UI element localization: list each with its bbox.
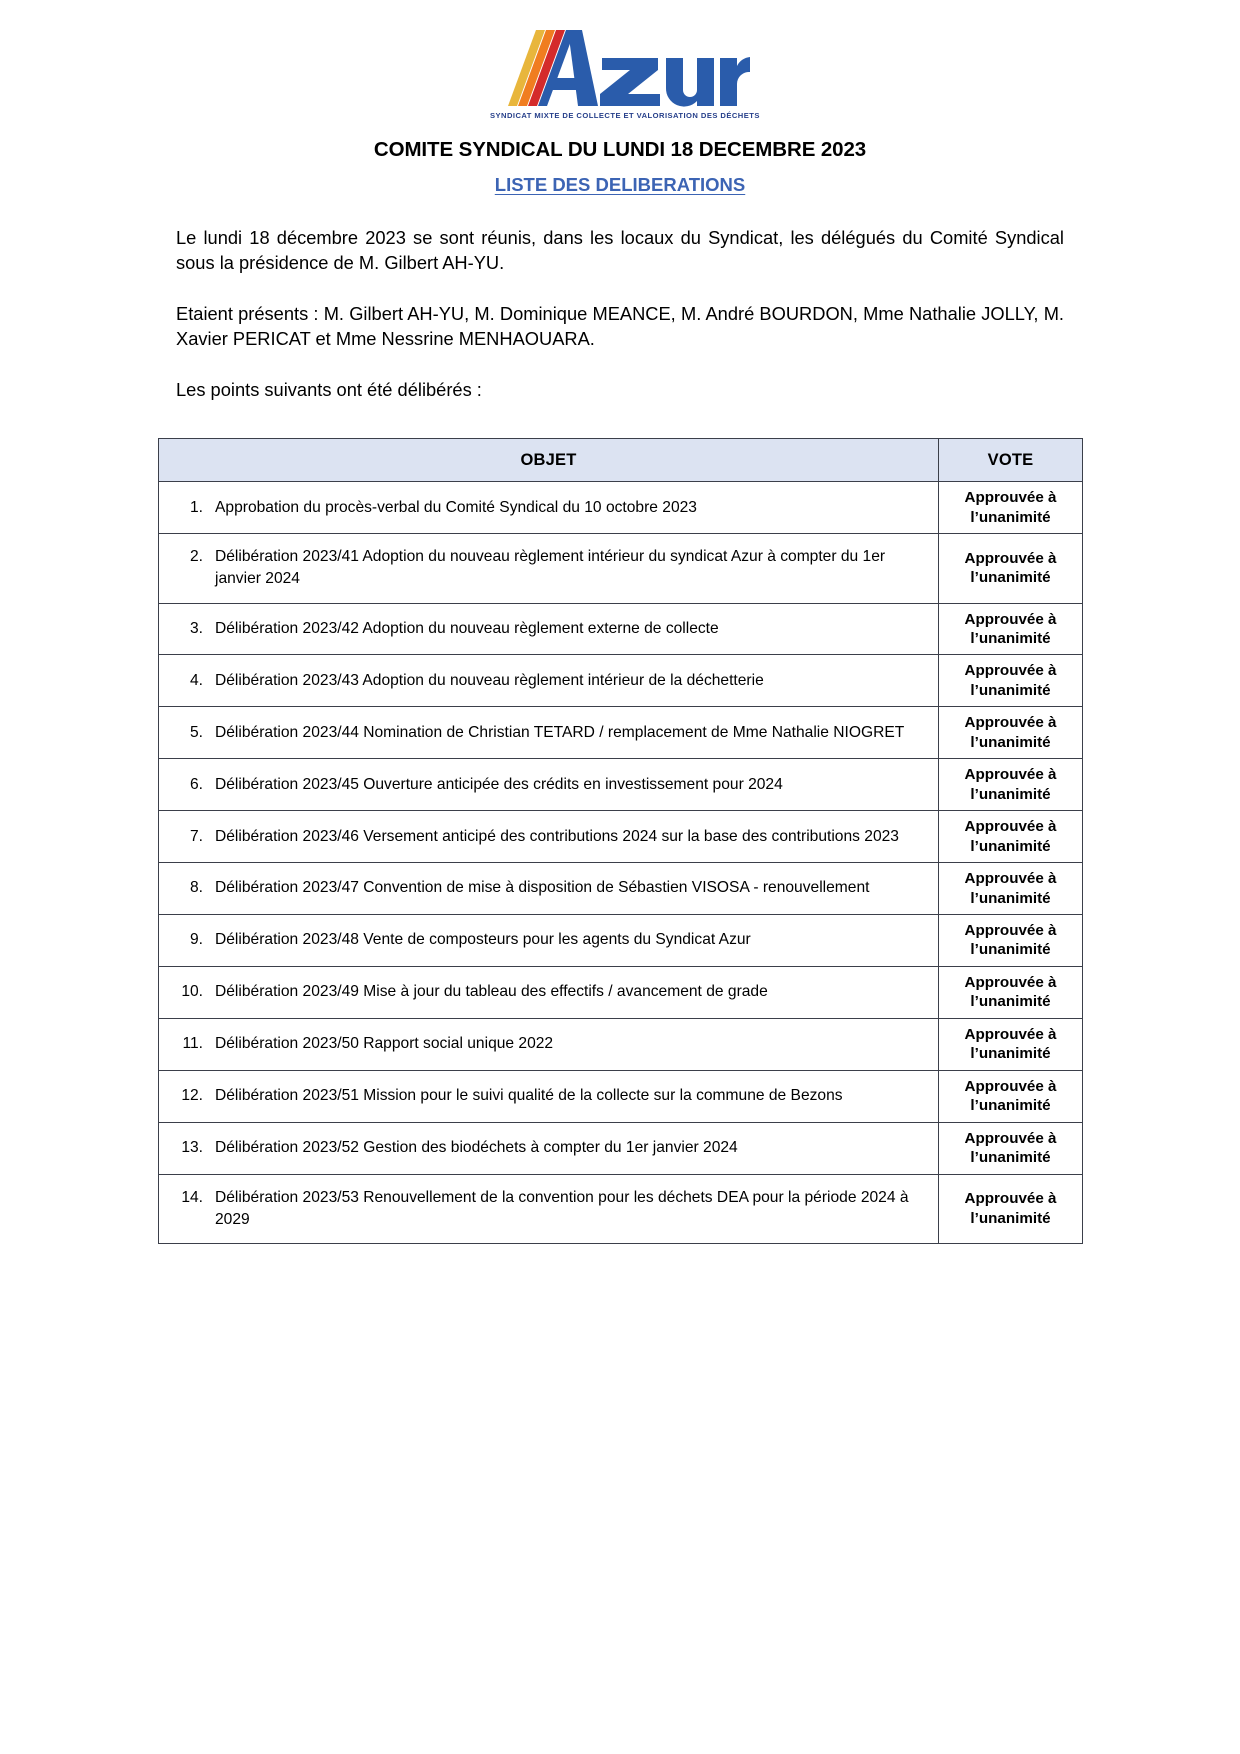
deliberation-item bbox=[159, 929, 924, 951]
cell-vote bbox=[939, 966, 1083, 1018]
cell-objet bbox=[159, 655, 939, 707]
cell-objet bbox=[159, 863, 939, 915]
table-row bbox=[159, 915, 1083, 967]
cell-objet bbox=[159, 534, 939, 603]
column-header-vote: VOTE bbox=[939, 439, 1083, 482]
item-description: Délibération 2023/52 Gestion des biodéchets à compter du 1er janvier 2024 bbox=[215, 1139, 738, 1156]
table-row bbox=[159, 655, 1083, 707]
table-row bbox=[159, 603, 1083, 655]
intro-section bbox=[176, 226, 1064, 402]
cell-objet bbox=[159, 811, 939, 863]
vote-result-line1: Approuvée à bbox=[964, 489, 1057, 507]
item-number: 6. bbox=[189, 775, 203, 793]
deliberation-item bbox=[159, 670, 924, 692]
vote-result-line2: l’unanimité bbox=[970, 837, 1051, 855]
table-body bbox=[159, 482, 1083, 1243]
vote-result-line1: Approuvée à bbox=[964, 870, 1057, 888]
page-title: COMITE SYNDICAL DU LUNDI 18 DECEMBRE 2023 bbox=[373, 138, 867, 161]
azur-wordmark-icon bbox=[490, 28, 750, 110]
deliberation-item bbox=[159, 497, 924, 519]
item-description: Délibération 2023/42 Adoption du nouveau règlement externe de collecte bbox=[215, 619, 719, 637]
cell-vote bbox=[939, 603, 1083, 655]
table-head bbox=[159, 439, 1083, 482]
vote-result-line2: l’unanimité bbox=[970, 941, 1051, 959]
deliberation-item bbox=[159, 1033, 924, 1055]
vote-result-line2: l’unanimité bbox=[970, 733, 1051, 751]
vote-result-line2: l’unanimité bbox=[970, 889, 1051, 907]
table-row bbox=[159, 966, 1083, 1018]
vote-result-line2: l’unanimité bbox=[970, 1097, 1051, 1115]
table-row bbox=[159, 534, 1083, 603]
intro-paragraph-2: Etaient présents : M. Gilbert AH-YU, M. Dominique MEANCE, M. André BOURDON, Mme Nathalie JOLLY, M. Xavier PERICAT et Mme Nessrine MENHAOUARA. bbox=[176, 302, 1064, 349]
cell-objet bbox=[159, 759, 939, 811]
table-row bbox=[159, 1070, 1083, 1122]
table-row bbox=[159, 863, 1083, 915]
vote-result-line1: Approuvée à bbox=[964, 1190, 1057, 1208]
vote-result-line2: l’unanimité bbox=[970, 1045, 1051, 1063]
table-row bbox=[159, 1122, 1083, 1174]
vote-result-line1: Approuvée à bbox=[964, 662, 1057, 680]
deliberation-item bbox=[159, 1085, 924, 1107]
vote-result-line1: Approuvée à bbox=[964, 818, 1057, 836]
item-number: 8. bbox=[189, 879, 203, 897]
cell-vote bbox=[939, 707, 1083, 759]
page-subtitle: LISTE DES DELIBERATIONS bbox=[494, 174, 746, 195]
item-number: 14. bbox=[181, 1188, 203, 1206]
vote-result-line2: l’unanimité bbox=[970, 630, 1051, 648]
azur-logo-mark bbox=[490, 28, 760, 120]
deliberation-item bbox=[159, 722, 924, 744]
intro-paragraph-1: Le lundi 18 décembre 2023 se sont réunis, dans les locaux du Syndicat, les délégués du Comité Syndical sous la présidence de M. Gilbert AH-YU. bbox=[176, 227, 1064, 273]
item-description: Délibération 2023/50 Rapport social unique 2022 bbox=[215, 1035, 554, 1053]
vote-result-line2: l’unanimité bbox=[970, 785, 1051, 803]
deliberation-item bbox=[159, 546, 924, 590]
item-description: Délibération 2023/45 Ouverture anticipée des crédits en investissement pour 2024 bbox=[215, 775, 783, 793]
vote-result-line1: Approuvée à bbox=[964, 1077, 1057, 1095]
vote-result-line1: Approuvée à bbox=[964, 610, 1057, 628]
cell-vote bbox=[939, 534, 1083, 603]
cell-objet bbox=[159, 707, 939, 759]
item-number: 11. bbox=[182, 1035, 203, 1053]
item-number: 10. bbox=[181, 983, 203, 1001]
item-description: Délibération 2023/48 Vente de composteurs pour les agents du Syndicat Azur bbox=[215, 931, 751, 949]
table-row bbox=[159, 1018, 1083, 1070]
cell-objet bbox=[159, 482, 939, 534]
cell-vote bbox=[939, 1018, 1083, 1070]
cell-vote bbox=[939, 811, 1083, 863]
deliberation-item bbox=[159, 1187, 924, 1231]
item-number: 9. bbox=[189, 931, 203, 949]
deliberation-item bbox=[159, 981, 924, 1003]
cell-vote bbox=[939, 655, 1083, 707]
item-number: 3. bbox=[189, 619, 203, 637]
item-description: Délibération 2023/51 Mission pour le suivi qualité de la collecte sur la commune de Bezons bbox=[215, 1087, 843, 1105]
cell-vote bbox=[939, 915, 1083, 967]
deliberations-table-wrapper bbox=[158, 438, 1082, 1243]
item-description: Délibération 2023/46 Versement anticipé des contributions 2024 sur la base des contributions 2023 bbox=[215, 827, 899, 845]
vote-result-line2: l’unanimité bbox=[970, 1149, 1051, 1167]
cell-vote bbox=[939, 1174, 1083, 1243]
item-number: 1. bbox=[189, 498, 203, 516]
vote-result-line1: Approuvée à bbox=[964, 1129, 1057, 1147]
item-description: Délibération 2023/47 Convention de mise à disposition de Sébastien VISOSA - renouvellement bbox=[215, 879, 870, 897]
deliberations-table bbox=[158, 438, 1083, 1243]
cell-objet bbox=[159, 1174, 939, 1243]
cell-vote bbox=[939, 482, 1083, 534]
vote-result-line2: l’unanimité bbox=[970, 993, 1051, 1011]
item-number: 4. bbox=[189, 671, 203, 689]
vote-result-line2: l’unanimité bbox=[970, 1209, 1051, 1227]
table-row bbox=[159, 482, 1083, 534]
cell-vote bbox=[939, 1122, 1083, 1174]
item-number: 7. bbox=[189, 827, 203, 845]
deliberation-item bbox=[159, 618, 924, 640]
vote-result-line1: Approuvée à bbox=[964, 766, 1057, 784]
vote-result-line1: Approuvée à bbox=[964, 973, 1057, 991]
logo-tagline: SYNDICAT MIXTE DE COLLECTE ET VALORISATION DES DÉCHETS bbox=[490, 111, 760, 120]
item-description: Approbation du procès-verbal du Comité Syndical du 10 octobre 2023 bbox=[215, 498, 697, 516]
cell-objet bbox=[159, 966, 939, 1018]
vote-result-line1: Approuvée à bbox=[964, 549, 1057, 567]
cell-objet bbox=[159, 1070, 939, 1122]
item-number: 5. bbox=[189, 723, 203, 741]
organization-logo bbox=[420, 0, 820, 120]
table-row bbox=[159, 707, 1083, 759]
item-description: Délibération 2023/49 Mise à jour du tableau des effectifs / avancement de grade bbox=[215, 983, 768, 1001]
table-row bbox=[159, 759, 1083, 811]
cell-vote bbox=[939, 1070, 1083, 1122]
vote-result-line2: l’unanimité bbox=[970, 508, 1051, 526]
cell-vote bbox=[939, 863, 1083, 915]
deliberation-item bbox=[159, 774, 924, 796]
cell-vote bbox=[939, 759, 1083, 811]
deliberation-item bbox=[159, 1137, 924, 1159]
column-header-objet: OBJET bbox=[159, 439, 939, 482]
table-row bbox=[159, 1174, 1083, 1243]
item-description: Délibération 2023/43 Adoption du nouveau règlement intérieur de la déchetterie bbox=[215, 671, 764, 689]
vote-result-line1: Approuvée à bbox=[964, 714, 1057, 732]
vote-result-line1: Approuvée à bbox=[964, 1025, 1057, 1043]
vote-result-line2: l’unanimité bbox=[970, 681, 1051, 699]
deliberation-item bbox=[159, 877, 924, 899]
item-description: Délibération 2023/41 Adoption du nouveau règlement intérieur du syndicat Azur à compter du 1er janvier 2024 bbox=[215, 548, 886, 588]
item-number: 12. bbox=[181, 1087, 203, 1105]
cell-objet bbox=[159, 1122, 939, 1174]
deliberation-item bbox=[159, 826, 924, 848]
intro-paragraph-3: Les points suivants ont été délibérés : bbox=[176, 378, 482, 400]
vote-result-line1: Approuvée à bbox=[964, 922, 1057, 939]
item-description: Délibération 2023/53 Renouvellement de la convention pour les déchets DEA pour la période 2024 à 2029 bbox=[215, 1188, 909, 1228]
cell-objet bbox=[159, 603, 939, 655]
cell-objet bbox=[159, 1018, 939, 1070]
table-row bbox=[159, 811, 1083, 863]
cell-objet bbox=[159, 915, 939, 967]
vote-result-line2: l’unanimité bbox=[970, 569, 1051, 587]
table-header-row bbox=[159, 439, 1083, 482]
item-description: Délibération 2023/44 Nomination de Christian TETARD / remplacement de Mme Nathalie NIOGRET bbox=[215, 723, 905, 741]
item-number: 13. bbox=[181, 1139, 203, 1156]
item-number: 2. bbox=[189, 548, 203, 566]
